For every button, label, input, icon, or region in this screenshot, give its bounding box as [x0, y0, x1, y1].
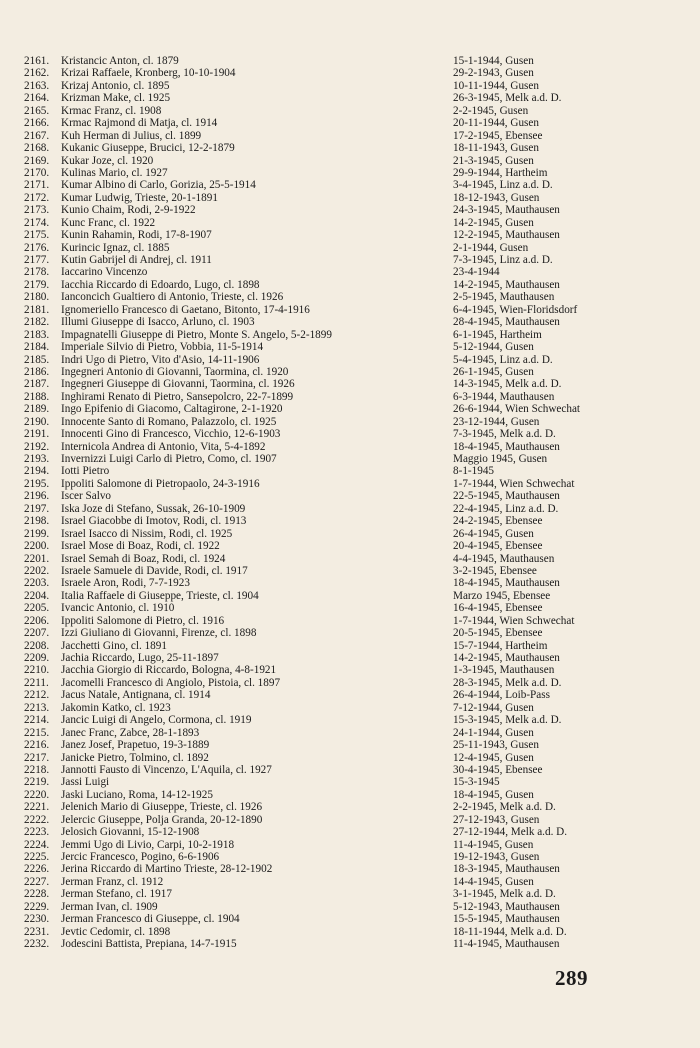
entry-name: Jerman Ivan, cl. 1909: [61, 900, 158, 913]
entry-name: Kulinas Mario, cl. 1927: [61, 166, 168, 179]
entry-name: Israel Mose di Boaz, Rodi, cl. 1922: [61, 540, 220, 553]
entry-death-date-place: 27-12-1943, Gusen: [453, 813, 540, 826]
list-item: [24, 354, 684, 366]
entry-number: 2171.: [24, 179, 50, 192]
entry-name: Kutin Gabrijel di Andrej, cl. 1911: [61, 254, 212, 266]
entry-name: Internicola Andrea di Antonio, Vita, 5-4-1892: [61, 440, 266, 453]
entry-death-date-place: 1-7-1944, Wien Schwechat: [453, 614, 575, 627]
entry-name: Kristancic Anton, cl. 1879: [61, 55, 179, 67]
entry-number: 2223.: [24, 826, 50, 839]
entry-number: 2170.: [24, 166, 50, 179]
list-item: [24, 217, 684, 229]
entry-death-date-place: 26-4-1945, Gusen: [453, 527, 534, 540]
entry-death-date-place: 4-4-1945, Mauthausen: [453, 552, 555, 565]
entry-name: Jerina Riccardo di Martino Trieste, 28-12-1902: [61, 863, 273, 876]
list-item: [24, 204, 684, 216]
entry-name: Jerman Francesco di Giuseppe, cl. 1904: [61, 913, 240, 926]
entry-death-date-place: 15-7-1944, Hartheim: [453, 639, 548, 652]
entry-number: 2213.: [24, 701, 50, 714]
entry-number: 2186.: [24, 365, 50, 378]
entry-name: Iaccarino Vincenzo: [61, 266, 148, 279]
entry-number: 2203.: [24, 577, 50, 590]
entry-number: 2162.: [24, 67, 50, 80]
entry-name: Kunin Rahamin, Rodi, 17-8-1907: [61, 229, 212, 242]
entry-death-date-place: 7-3-1945, Linz a.d. D.: [453, 254, 553, 266]
entry-number: 2169.: [24, 154, 50, 167]
entry-name: Kunio Chaim, Rodi, 2-9-1922: [61, 204, 196, 217]
entry-name: Janec Franc, Zabce, 28-1-1893: [61, 726, 200, 739]
entry-name: Jacchia Giorgio di Riccardo, Bologna, 4-8-1921: [61, 664, 277, 677]
list-item: [24, 254, 684, 266]
list-item: [24, 739, 684, 751]
entry-death-date-place: 1-7-1944, Wien Schwechat: [453, 477, 575, 490]
list-item: [24, 938, 684, 950]
entry-name: Jerman Stefano, cl. 1917: [61, 888, 172, 901]
entry-name: Ingo Epifenio di Giacomo, Caltagirone, 2-1-1920: [61, 403, 283, 416]
entry-number: 2194.: [24, 465, 50, 478]
entry-death-date-place: 3-4-1945, Linz a.d. D.: [453, 179, 553, 192]
entry-number: 2217.: [24, 751, 50, 764]
list-item: [24, 80, 684, 92]
entry-name: Ingegneri Antonio di Giovanni, Taormina, cl. 1920: [61, 365, 289, 378]
entry-number: 2219.: [24, 776, 50, 789]
entry-number: 2222.: [24, 813, 50, 826]
entry-death-date-place: 26-6-1944, Wien Schwechat: [453, 403, 581, 416]
list-item: [24, 441, 684, 453]
list-item: [24, 926, 684, 938]
entry-name: Ippoliti Salomone di Pietro, cl. 1916: [61, 614, 225, 627]
entry-number: 2204.: [24, 589, 50, 602]
entry-death-date-place: 2-2-1945, Melk a.d. D.: [453, 801, 556, 814]
entry-number: 2231.: [24, 925, 50, 938]
entry-death-date-place: 10-11-1944, Gusen: [453, 79, 539, 92]
entry-name: Impagnatelli Giuseppe di Pietro, Monte S. Angelo, 5-2-1899: [61, 328, 332, 341]
list-item: [24, 714, 684, 726]
entry-name: Kumar Albino di Carlo, Gorizia, 25-5-1914: [61, 179, 256, 192]
list-item: [24, 391, 684, 403]
list-item: [24, 615, 684, 627]
entry-death-date-place: 23-4-1944: [453, 266, 500, 279]
entry-name: Ingegneri Giuseppe di Giovanni, Taormina, cl. 1926: [61, 378, 295, 391]
entry-death-date-place: 11-4-1945, Gusen: [453, 838, 534, 851]
entry-number: 2174.: [24, 216, 50, 229]
entry-number: 2218.: [24, 763, 50, 776]
entry-death-date-place: 18-11-1944, Melk a.d. D.: [453, 925, 567, 938]
entry-name: Israel Isacco di Nissim, Rodi, cl. 1925: [61, 527, 233, 540]
entry-name: Kunc Franc, cl. 1922: [61, 216, 156, 229]
entry-name: Jacus Natale, Antignana, cl. 1914: [61, 689, 211, 702]
entry-name: Izzi Giuliano di Giovanni, Firenze, cl. 1898: [61, 627, 257, 640]
entry-number: 2191.: [24, 428, 50, 441]
entry-death-date-place: 29-9-1944, Hartheim: [453, 166, 548, 179]
list-item: [24, 776, 684, 788]
list-item: [24, 913, 684, 925]
entry-name: Iska Joze di Stefano, Sussak, 26-10-1909: [61, 502, 246, 515]
entry-death-date-place: 1-3-1945, Mauthausen: [453, 664, 555, 677]
entry-name: Innocenti Gino di Francesco, Vicchio, 12-6-1903: [61, 428, 281, 441]
entry-number: 2161.: [24, 55, 50, 67]
entry-number: 2200.: [24, 540, 50, 553]
entry-death-date-place: 20-5-1945, Ebensee: [453, 627, 543, 640]
entry-name: Jercic Francesco, Pogino, 6-6-1906: [61, 851, 220, 863]
entry-death-date-place: 17-2-1945, Ebensee: [453, 129, 543, 142]
entry-name: Imperiale Silvio di Pietro, Vobbia, 11-5-1914: [61, 341, 264, 354]
entry-name: Iscer Salvo: [61, 490, 112, 503]
entry-number: 2176.: [24, 241, 50, 254]
entry-death-date-place: 15-3-1945: [453, 776, 500, 789]
entry-number: 2166.: [24, 117, 50, 130]
entry-death-date-place: 18-3-1945, Mauthausen: [453, 863, 560, 876]
list-item: [24, 689, 684, 701]
entry-death-date-place: 18-4-1945, Mauthausen: [453, 577, 560, 590]
list-item: [24, 863, 684, 875]
entry-number: 2228.: [24, 888, 50, 901]
entry-number: 2207.: [24, 627, 50, 640]
entry-number: 2180.: [24, 291, 50, 304]
entry-death-date-place: 25-11-1943, Gusen: [453, 739, 539, 752]
entry-death-date-place: 26-4-1944, Loib-Pass: [453, 689, 550, 702]
list-item: [24, 540, 684, 552]
entry-number: 2232.: [24, 938, 50, 951]
list-item: [24, 266, 684, 278]
entry-name: Jelenich Mario di Giuseppe, Trieste, cl. 1926: [61, 801, 263, 814]
list-item: [24, 179, 684, 191]
entry-number: 2164.: [24, 92, 50, 105]
entry-death-date-place: 18-11-1943, Gusen: [453, 142, 539, 155]
entry-number: 2192.: [24, 440, 50, 453]
entry-name: Jelosich Giovanni, 15-12-1908: [61, 826, 200, 839]
list-item: [24, 752, 684, 764]
list-item: [24, 304, 684, 316]
entry-name: Jancic Luigi di Angelo, Cormona, cl. 1919: [61, 714, 252, 727]
list-item: [24, 627, 684, 639]
entry-death-date-place: 22-5-1945, Mauthausen: [453, 490, 560, 503]
entry-name: Innocente Santo di Romano, Palazzolo, cl. 1925: [61, 415, 277, 428]
entry-name: Israel Semah di Boaz, Rodi, cl. 1924: [61, 552, 226, 565]
entry-death-date-place: 3-2-1945, Ebensee: [453, 564, 537, 577]
entry-name: Jacchetti Gino, cl. 1891: [61, 639, 167, 652]
entry-number: 2198.: [24, 515, 50, 528]
list-item: [24, 416, 684, 428]
list-item: [24, 789, 684, 801]
entry-number: 2183.: [24, 328, 50, 341]
list-item: [24, 652, 684, 664]
entry-name: Jannotti Fausto di Vincenzo, L'Aquila, cl. 1927: [61, 763, 272, 776]
entry-name: Jerman Franz, cl. 1912: [61, 875, 164, 888]
list-item: [24, 366, 684, 378]
entry-name: Israele Aron, Rodi, 7-7-1923: [61, 577, 190, 590]
entry-name: Israele Samuele di Davide, Rodi, cl. 1917: [61, 564, 248, 577]
entry-death-date-place: Maggio 1945, Gusen: [453, 453, 548, 465]
entry-name: Jemmi Ugo di Livio, Carpi, 10-2-1918: [61, 838, 235, 851]
entry-name: Krmac Franz, cl. 1908: [61, 104, 162, 117]
entry-death-date-place: 15-5-1945, Mauthausen: [453, 913, 560, 926]
list-item: [24, 478, 684, 490]
entry-number: 2201.: [24, 552, 50, 565]
entry-name: Krizman Make, cl. 1925: [61, 92, 171, 105]
list-item: [24, 155, 684, 167]
entry-name: Indri Ugo di Pietro, Vito d'Asio, 14-11-1906: [61, 353, 260, 366]
entry-number: 2173.: [24, 204, 50, 217]
list-item: [24, 105, 684, 117]
entry-number: 2230.: [24, 913, 50, 926]
list-item: [24, 888, 684, 900]
entry-number: 2209.: [24, 652, 50, 664]
entry-number: 2172.: [24, 191, 50, 204]
entry-name: Iacchia Riccardo di Edoardo, Lugo, cl. 1898: [61, 278, 260, 291]
entry-number: 2179.: [24, 278, 50, 291]
list-item: [24, 378, 684, 390]
list-item: [24, 528, 684, 540]
entry-name: Ianconcich Gualtiero di Antonio, Trieste, cl. 1926: [61, 291, 284, 304]
entry-death-date-place: 20-11-1944, Gusen: [453, 117, 539, 130]
entry-death-date-place: 12-2-1945, Mauthausen: [453, 229, 560, 242]
deportee-list: [24, 55, 684, 951]
list-item: [24, 192, 684, 204]
entry-death-date-place: 15-3-1945, Melk a.d. D.: [453, 714, 562, 727]
entry-name: Italia Raffaele di Giuseppe, Trieste, cl. 1904: [61, 589, 259, 602]
list-item: [24, 640, 684, 652]
entry-name: Kuh Herman di Julius, cl. 1899: [61, 129, 202, 142]
entry-number: 2178.: [24, 266, 50, 279]
entry-death-date-place: Marzo 1945, Ebensee: [453, 589, 551, 602]
entry-number: 2210.: [24, 664, 50, 677]
entry-death-date-place: 7-3-1945, Melk a.d. D.: [453, 428, 556, 441]
entry-death-date-place: 2-2-1945, Gusen: [453, 104, 529, 117]
entry-name: Jachia Riccardo, Lugo, 25-11-1897: [61, 652, 219, 664]
entry-number: 2205.: [24, 602, 50, 615]
entry-number: 2224.: [24, 838, 50, 851]
entry-death-date-place: 24-3-1945, Mauthausen: [453, 204, 560, 217]
entry-number: 2168.: [24, 142, 50, 155]
list-item: [24, 553, 684, 565]
entry-number: 2197.: [24, 502, 50, 515]
entry-number: 2221.: [24, 801, 50, 814]
entry-number: 2182.: [24, 316, 50, 329]
entry-death-date-place: 5-4-1945, Linz a.d. D.: [453, 353, 553, 366]
list-item: [24, 428, 684, 440]
entry-death-date-place: 29-2-1943, Gusen: [453, 67, 534, 80]
list-item: [24, 490, 684, 502]
entry-number: 2193.: [24, 453, 50, 465]
list-item: [24, 801, 684, 813]
entry-death-date-place: 24-2-1945, Ebensee: [453, 515, 543, 528]
list-item: [24, 590, 684, 602]
entry-number: 2163.: [24, 79, 50, 92]
entry-death-date-place: 14-2-1945, Mauthausen: [453, 652, 560, 664]
list-item: [24, 702, 684, 714]
entry-name: Kukar Joze, cl. 1920: [61, 154, 154, 167]
list-item: [24, 565, 684, 577]
entry-name: Jacomelli Francesco di Angiolo, Pistoia, cl. 1897: [61, 676, 281, 689]
page-number: 289: [555, 966, 588, 990]
list-item: [24, 764, 684, 776]
entry-death-date-place: 6-4-1945, Wien-Floridsdorf: [453, 303, 578, 316]
list-item: [24, 839, 684, 851]
entry-name: Krizai Raffaele, Kronberg, 10-10-1904: [61, 67, 236, 80]
list-item: [24, 341, 684, 353]
entry-death-date-place: 7-12-1944, Gusen: [453, 701, 534, 714]
entry-name: Iotti Pietro: [61, 465, 110, 478]
entry-death-date-place: 28-4-1945, Mauthausen: [453, 316, 560, 329]
entry-death-date-place: 14-3-1945, Melk a.d. D.: [453, 378, 562, 391]
entry-death-date-place: 27-12-1944, Melk a.d. D.: [453, 826, 568, 839]
list-item: [24, 130, 684, 142]
list-item: [24, 901, 684, 913]
entry-name: Jaski Luciano, Roma, 14-12-1925: [61, 788, 213, 801]
list-item: [24, 242, 684, 254]
entry-name: Invernizzi Luigi Carlo di Pietro, Como, cl. 1907: [61, 453, 277, 465]
entry-death-date-place: 15-1-1944, Gusen: [453, 55, 534, 67]
entry-death-date-place: 14-2-1945, Gusen: [453, 216, 534, 229]
entry-death-date-place: 6-3-1944, Mauthausen: [453, 390, 555, 403]
entry-death-date-place: 28-3-1945, Melk a.d. D.: [453, 676, 562, 689]
list-item: [24, 167, 684, 179]
entry-name: Kukanic Giuseppe, Brucici, 12-2-1879: [61, 142, 235, 155]
entry-death-date-place: 5-12-1943, Mauthausen: [453, 900, 560, 913]
entry-name: Jodescini Battista, Prepiana, 14-7-1915: [61, 938, 237, 951]
entry-number: 2199.: [24, 527, 50, 540]
list-item: [24, 814, 684, 826]
entry-death-date-place: 14-2-1945, Mauthausen: [453, 278, 560, 291]
entry-name: Jassi Luigi: [61, 776, 110, 789]
entry-death-date-place: 12-4-1945, Gusen: [453, 751, 534, 764]
entry-number: 2181.: [24, 303, 50, 316]
entry-death-date-place: 24-1-1944, Gusen: [453, 726, 534, 739]
entry-number: 2220.: [24, 788, 50, 801]
entry-death-date-place: 16-4-1945, Ebensee: [453, 602, 543, 615]
entry-name: Illumi Giuseppe di Isacco, Arluno, cl. 1903: [61, 316, 255, 329]
entry-number: 2165.: [24, 104, 50, 117]
list-item: [24, 329, 684, 341]
entry-number: 2225.: [24, 851, 50, 863]
list-item: [24, 55, 684, 67]
entry-death-date-place: 22-4-1945, Linz a.d. D.: [453, 502, 559, 515]
list-item: [24, 602, 684, 614]
entry-death-date-place: 14-4-1945, Gusen: [453, 875, 534, 888]
entry-number: 2214.: [24, 714, 50, 727]
list-item: [24, 316, 684, 328]
list-item: [24, 577, 684, 589]
list-item: [24, 677, 684, 689]
list-item: [24, 465, 684, 477]
entry-name: Inghirami Renato di Pietro, Sansepolcro, 22-7-1899: [61, 390, 294, 403]
list-item: [24, 515, 684, 527]
list-item: [24, 67, 684, 79]
entry-number: 2195.: [24, 477, 50, 490]
entry-number: 2177.: [24, 254, 50, 266]
entry-number: 2202.: [24, 564, 50, 577]
entry-number: 2190.: [24, 415, 50, 428]
entry-number: 2226.: [24, 863, 50, 876]
entry-death-date-place: 20-4-1945, Ebensee: [453, 540, 543, 553]
entry-death-date-place: 18-4-1945, Mauthausen: [453, 440, 560, 453]
entry-death-date-place: 11-4-1945, Mauthausen: [453, 938, 560, 951]
entry-death-date-place: 3-1-1945, Melk a.d. D.: [453, 888, 556, 901]
entry-name: Krizaj Antonio, cl. 1895: [61, 79, 170, 92]
entry-number: 2185.: [24, 353, 50, 366]
entry-name: Jakomin Katko, cl. 1923: [61, 701, 171, 714]
entry-number: 2216.: [24, 739, 50, 752]
entry-number: 2212.: [24, 689, 50, 702]
list-item: [24, 503, 684, 515]
list-item: [24, 727, 684, 739]
entry-name: Jelercic Giuseppe, Polja Granda, 20-12-1890: [61, 813, 263, 826]
list-item: [24, 92, 684, 104]
entry-name: Kumar Ludwig, Trieste, 20-1-1891: [61, 191, 218, 204]
entry-number: 2175.: [24, 229, 50, 242]
entry-death-date-place: 30-4-1945, Ebensee: [453, 763, 543, 776]
list-item: [24, 403, 684, 415]
entry-death-date-place: 8-1-1945: [453, 465, 495, 478]
entry-death-date-place: 19-12-1943, Gusen: [453, 851, 540, 863]
entry-name: Ippoliti Salomone di Pietropaolo, 24-3-1916: [61, 477, 260, 490]
entry-death-date-place: 26-3-1945, Melk a.d. D.: [453, 92, 562, 105]
entry-name: Janicke Pietro, Tolmino, cl. 1892: [61, 751, 209, 764]
entry-death-date-place: 18-12-1943, Gusen: [453, 191, 540, 204]
entry-number: 2215.: [24, 726, 50, 739]
entry-death-date-place: 26-1-1945, Gusen: [453, 365, 534, 378]
entry-death-date-place: 5-12-1944, Gusen: [453, 341, 534, 354]
entry-name: Ignomeriello Francesco di Gaetano, Bitonto, 17-4-1916: [61, 303, 310, 316]
list-item: [24, 229, 684, 241]
list-item: [24, 117, 684, 129]
entry-death-date-place: 2-1-1944, Gusen: [453, 241, 529, 254]
list-item: [24, 453, 684, 465]
entry-death-date-place: 23-12-1944, Gusen: [453, 415, 540, 428]
entry-number: 2227.: [24, 875, 50, 888]
list-item: [24, 279, 684, 291]
entry-death-date-place: 18-4-1945, Gusen: [453, 788, 534, 801]
entry-name: Krmac Rajmond di Matja, cl. 1914: [61, 117, 218, 130]
entry-number: 2206.: [24, 614, 50, 627]
list-item: [24, 664, 684, 676]
list-item: [24, 851, 684, 863]
list-item: [24, 291, 684, 303]
list-item: [24, 826, 684, 838]
entry-death-date-place: 21-3-1945, Gusen: [453, 154, 534, 167]
entry-name: Ivancic Antonio, cl. 1910: [61, 602, 175, 615]
entry-number: 2229.: [24, 900, 50, 913]
entry-name: Kurincic Ignaz, cl. 1885: [61, 241, 170, 254]
entry-name: Janez Josef, Prapetuo, 19-3-1889: [61, 739, 210, 752]
entry-death-date-place: 2-5-1945, Mauthausen: [453, 291, 555, 304]
list-item: [24, 876, 684, 888]
entry-name: Jevtic Cedomir, cl. 1898: [61, 925, 171, 938]
entry-number: 2184.: [24, 341, 50, 354]
entry-number: 2189.: [24, 403, 50, 416]
entry-number: 2196.: [24, 490, 50, 503]
entry-death-date-place: 6-1-1945, Hartheim: [453, 328, 542, 341]
entry-number: 2187.: [24, 378, 50, 391]
entry-name: Israel Giacobbe di Imotov, Rodi, cl. 1913: [61, 515, 247, 528]
entry-number: 2211.: [24, 676, 49, 689]
entry-number: 2188.: [24, 390, 50, 403]
entry-number: 2167.: [24, 129, 50, 142]
list-item: [24, 142, 684, 154]
entry-number: 2208.: [24, 639, 50, 652]
